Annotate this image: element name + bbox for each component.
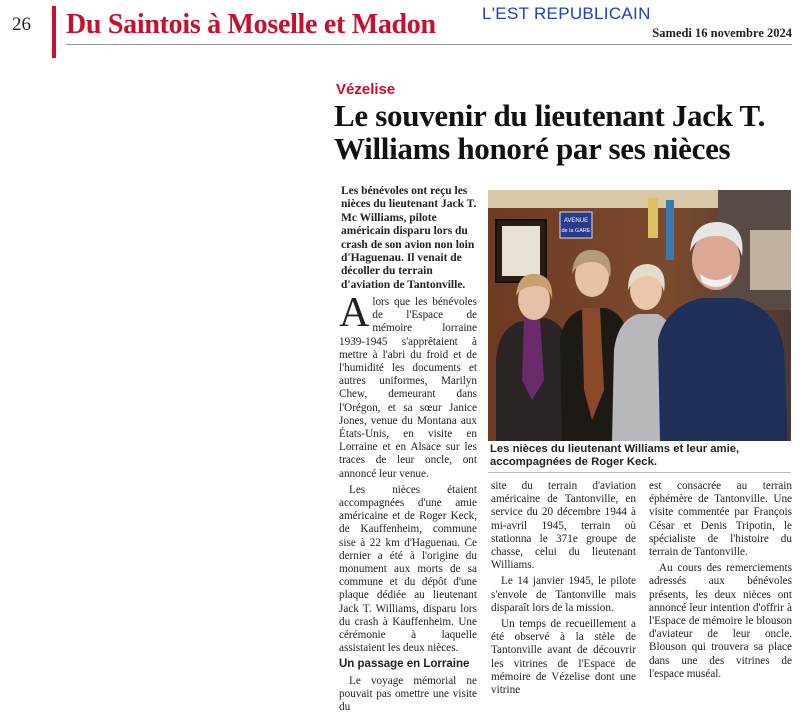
header-divider: [66, 44, 792, 45]
photo-caption: Les nièces du lieutenant Williams et leur amie, accompagnées de Roger Keck.: [490, 443, 740, 469]
article-photo: [488, 190, 791, 441]
paragraph: est consacrée au terrain éphémère de Tantonville. Une visite commentée par François César et Denis Tripotin, le spécialiste de l'histoire du terrain de Tantonville.: [649, 480, 792, 559]
article-lead: Les bénévoles ont reçu les nièces du lieutenant Jack T. Mc Williams, pilote américain disparu lors du crash de son avion non loin d'Haguenau. Il venait de décoller du terrain d'aviation de Tantonville.: [341, 185, 477, 291]
article-column-1: [339, 290, 477, 717]
section-title: Du Saintois à Moselle et Madon: [66, 9, 436, 40]
article-headline: Le souvenir du lieutenant Jack T. Williams honoré par ses nièces: [334, 98, 766, 166]
article-kicker: Vézelise: [336, 81, 396, 98]
paragraph: Le voyage mémorial ne pouvait pas omettre une visite du: [339, 674, 477, 714]
paragraph: Au cours des remerciements adressés aux bénévoles présents, les deux nièces ont annoncé leur intention d'offrir à l'Espace de mémoire le blouson d'aviateur de leur oncle. Blouson qui trouvera sa place dans une des vitrines de l'espace muséal.: [649, 562, 792, 680]
photo-illustration: [488, 190, 791, 441]
newspaper-name: L'EST REPUBLICAIN: [482, 4, 651, 23]
paragraph: [339, 290, 477, 481]
drop-cap: A: [339, 290, 370, 336]
paragraph: Les nièces étaient accompagnées d'une amie américaine et de Roger Keck, de Kauffenheim, commune sise à 22 km d'Haguenau. Ce dernier a été à l'origine du monument aux morts de sa commune et du dépôt d'une plaque dédiée au lieutenant Jack T. Williams, disparu lors du crash à Kauffenheim. Une cérémonie à laquelle assistaient les deux nièces.: [339, 483, 477, 655]
section-accent-bar: [52, 6, 56, 58]
page-number: 26: [12, 14, 31, 35]
article-subhead: Un passage en Lorraine: [339, 658, 470, 671]
sign-text: de la GARE: [561, 228, 591, 234]
article-column-3: [649, 480, 792, 684]
paragraph: Le 14 janvier 1945, le pilote s'envole de Tantonville mais disparaît lors de la mission.: [491, 575, 636, 614]
caption-divider: [488, 472, 791, 473]
issue-date: Samedi 16 novembre 2024: [652, 26, 792, 40]
article-column-2: [491, 480, 636, 700]
street-sign: [560, 212, 592, 238]
paragraph-text: lors que les bénévoles de l'Espace de mémoire lorraine 1939-1945 s'apprêtaient à mettre à l'abri du froid et de l'humidité les documents et autres uniformes, Marilyn Chew, demeurant dans l'Orégon, et sa sœur Janice Jones, venue du Montana aux États-Unis, en visite en Lorraine et en Alsace sur les traces de leur oncle, ont annoncé leur venue.: [339, 296, 477, 480]
paragraph: Un temps de recueillement a été observé à la stèle de Tantonville avant de découvrir les vitrines de l'Espace de mémoire de Vézelise dont une vitrine: [491, 618, 636, 697]
paragraph: site du terrain d'aviation américaine de Tantonville, en service du 20 décembre 1944 à mi-avril 1945, terrain où stationna le 371e groupe de chasse, celui du lieutenant Williams.: [491, 480, 636, 572]
sign-text: AVENUE: [563, 218, 589, 224]
